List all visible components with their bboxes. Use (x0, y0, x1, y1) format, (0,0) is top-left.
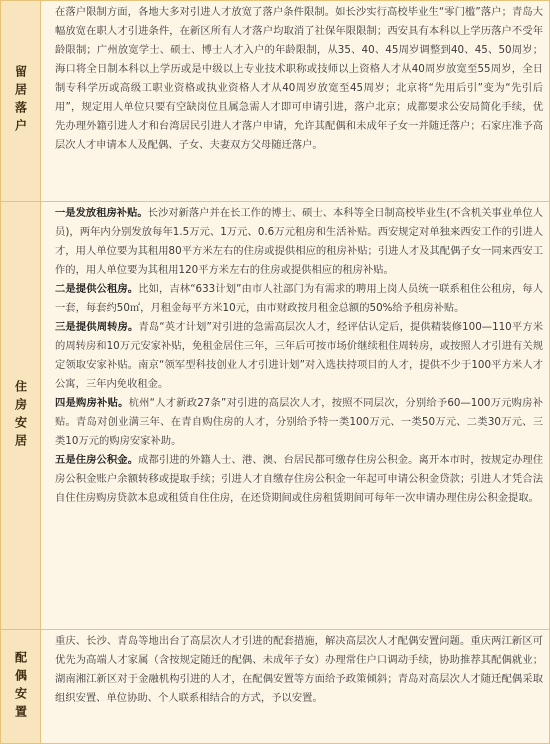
paragraph-text: 重庆、长沙、青岛等地出台了高层次人才引进的配套措施，解决高层次人才配偶安置问题。重庆两江新区可优先为高端人才家属（含按规定随迁的配偶、未成年子女）办理常住户口调动手续，协助推荐其配偶就业；湖南湘江新区对于金融机构引进的人才，在配偶安置等方面给予政策倾斜；青岛对高层次人才随迁配偶采取组织安置、单位协助、个人联系相结合的方式，予以安置。 (55, 635, 543, 704)
paragraph (55, 204, 543, 280)
paragraph-lead: 五是住房公积金。 (55, 454, 139, 466)
paragraph-text: 比如，吉林“633计划”由市人社部门为有需求的聘用上岗人员统一联系租住公租房，每人一套，每套约50㎡，月租金每平方米10元，由市财政按月租金总额的50%给予租房补贴。 (55, 283, 544, 314)
paragraph-lead: 二是提供公租房。 (55, 283, 139, 295)
row-header-label: 配偶安置 (13, 650, 28, 723)
paragraph-text: 在落户限制方面，各地大多对引进人才放宽了落户条件限制。如长沙实行高校毕业生“零门槛”落户；青岛大幅放宽在职人才引进条件，在新区所有人才落户均取消了社保年限限制；西安具有本科以上学历落户不受年龄限制；广州放宽学士、硕士、博士人才入户的年龄限制，从35、40、45周岁调整到40、45、50周岁；海口将全日制本科以上学历或是中级以上专业技术职称或技师以上资格人才从40周岁放宽至55周岁，全日制专科学历或高级工职业资格或执业资格人才从40周岁放宽至45周岁；北京将“先用后引”变为“先引后用”，规定用人单位只要有空缺岗位且属急需人才即可申请引进，落户北京；成都要求公安局简化手续，优先办理外籍引进人才和台湾居民引进人才落户申请，允许其配偶和未成年子女一并随迁落户；石家庄准予高层次人才申请本人及配偶、子女、夫妻双方父母随迁落户。 (55, 6, 543, 151)
row-header (1, 1, 41, 201)
paragraph-text: 成都引进的外籍人士、港、澳、台居民都可缴存住房公积金。离开本市时，按规定办理住房公积金账户余额转移或提取手续；引进人才自缴存住房公积金一年起可申请公积金贷款；引进人才凭合法自住住房购房贷款本息或租赁自住住房，在还贷期间或住房租赁期间可每年一次申请办理住房公积金提取。 (55, 454, 544, 504)
row-header-label: 留居落户 (13, 65, 28, 137)
row-content (41, 630, 549, 743)
paragraph (55, 632, 543, 708)
table-row-housing (1, 202, 549, 630)
row-header (1, 630, 41, 743)
paragraph-text: 杭州“人才新政27条”对引进的高层次人才，按照不同层次，分别给予60—100万元购房补贴。青岛对创业满三年、在青自购住房的人才，分别给予特一类100万元、一类50万元、二类30万元、三类10万元的购房安家补助。 (55, 397, 543, 447)
paragraph-text: 长沙对新落户并在长工作的博士、硕士、本科等全日制高校毕业生(不含机关事业单位人员)，两年内分别发放每年1.5万元、1万元、0.6万元租房和生活补贴。西安规定对单独来西安工作的引进人才，用人单位要为其租用80平方米左右的住房或提供相应的租房补贴；引进人才及其配偶子女一同来西安工作的，用人单位要为其租用120平方米左右的住房或提供相应的租房补贴。 (55, 207, 544, 276)
paragraph-lead: 一是发放租房补贴。 (55, 207, 148, 219)
paragraph (55, 3, 543, 155)
paragraph-lead: 四是购房补贴。 (55, 397, 129, 409)
row-content (41, 1, 549, 201)
paragraph (55, 280, 543, 318)
row-content (41, 202, 549, 629)
paragraph-lead: 三是提供周转房。 (55, 321, 139, 333)
paragraph (55, 318, 543, 394)
table-row-spouse (1, 630, 549, 743)
paragraph-text: 青岛“英才计划”对引进的急需高层次人才，经评估认定后，提供精装修100—110平方米的周转房和10万元安家补贴，免租金居住三年，三年后可按市场价继续租住周转房，或按照人才引进有关规定领取安家补贴。南京“领军型科技创业人才引进计划”对入选扶持项目的人才，提供不少于100平方米人才公寓，三年内免收租金。 (55, 321, 544, 390)
paragraph (55, 451, 543, 508)
row-header-label: 住房安居 (13, 379, 28, 452)
paragraph (55, 394, 543, 451)
table-row-settlement (1, 1, 549, 202)
row-header (1, 202, 41, 629)
